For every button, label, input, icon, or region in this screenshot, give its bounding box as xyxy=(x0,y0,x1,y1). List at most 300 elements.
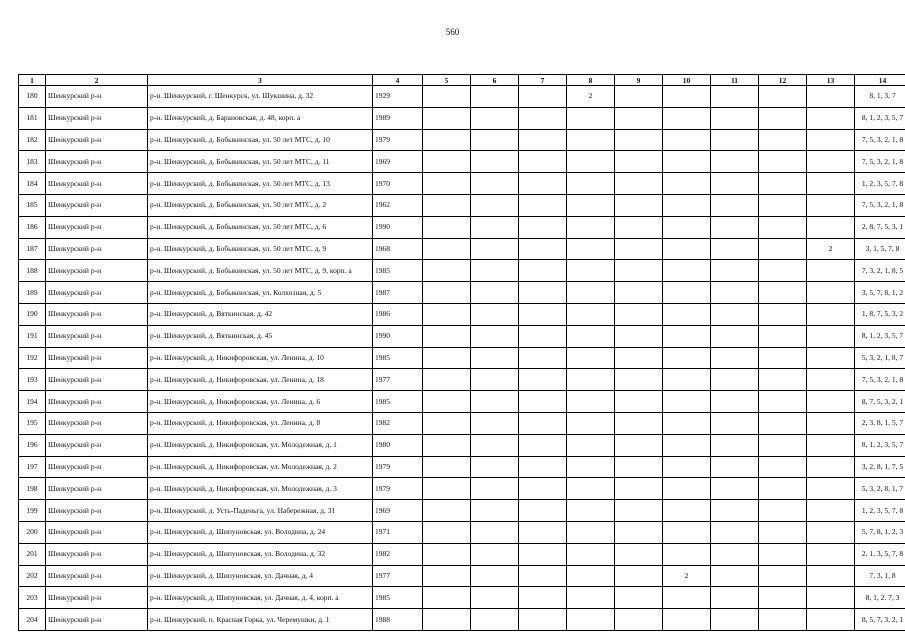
col11-cell xyxy=(711,434,759,456)
col10-cell xyxy=(663,456,711,478)
table-row xyxy=(19,478,905,500)
district-cell: Шенкурский р-н xyxy=(46,434,148,456)
year-cell: 1929 xyxy=(373,86,423,108)
col10-cell xyxy=(663,129,711,151)
col9-cell xyxy=(615,238,663,260)
row-number-cell: 193 xyxy=(19,369,46,391)
col9-cell xyxy=(615,543,663,565)
table-row xyxy=(19,151,905,173)
col14-cell: 8, 1, 2. 7, 3 xyxy=(855,587,905,609)
col13-cell xyxy=(807,282,855,304)
col11-cell xyxy=(711,369,759,391)
row-number-cell: 188 xyxy=(19,260,46,282)
col10-cell xyxy=(663,194,711,216)
district-cell: Шенкурский р-н xyxy=(46,173,148,195)
col5-cell xyxy=(423,456,471,478)
col11-cell xyxy=(711,609,759,631)
col11-cell xyxy=(711,391,759,413)
row-number-cell: 199 xyxy=(19,500,46,522)
col5-cell xyxy=(423,303,471,325)
col9-cell xyxy=(615,282,663,304)
col11-cell xyxy=(711,173,759,195)
col14-cell: 3, 2, 8, 1, 7, 5 xyxy=(855,456,905,478)
address-cell: р-н. Шенкурский, д. Бобыкинская, ул. 50 лет МТС, д. 9 xyxy=(148,238,373,260)
col5-cell xyxy=(423,478,471,500)
col6-cell xyxy=(471,173,519,195)
col11-cell xyxy=(711,107,759,129)
col9-cell xyxy=(615,325,663,347)
row-number-cell: 192 xyxy=(19,347,46,369)
district-cell: Шенкурский р-н xyxy=(46,216,148,238)
col7-cell xyxy=(519,587,567,609)
row-number-cell: 200 xyxy=(19,521,46,543)
col12-cell xyxy=(759,303,807,325)
col6-cell xyxy=(471,521,519,543)
col6-cell xyxy=(471,260,519,282)
col5-cell xyxy=(423,347,471,369)
col11-cell xyxy=(711,521,759,543)
table-row xyxy=(19,609,905,631)
address-cell: р-н. Шенкурский, д. Бобыкинская, ул. 50 лет МТС, д. 11 xyxy=(148,151,373,173)
address-cell: р-н. Шенкурский, д. Барановская, д. 48, корп. а xyxy=(148,107,373,129)
col12-cell xyxy=(759,456,807,478)
col8-cell xyxy=(567,565,615,587)
col13-cell xyxy=(807,391,855,413)
col14-cell: 7, 5, 3, 2, 1, 8 xyxy=(855,369,905,391)
year-cell: 1985 xyxy=(373,260,423,282)
year-cell: 1979 xyxy=(373,456,423,478)
column-header-5: 5 xyxy=(423,75,471,86)
year-cell: 1990 xyxy=(373,325,423,347)
col11-cell xyxy=(711,565,759,587)
col6-cell xyxy=(471,609,519,631)
address-cell: р-н. Шенкурский, д. Бобыкинская, ул. 50 лет МТС, д. 13 xyxy=(148,173,373,195)
table-header xyxy=(19,75,905,86)
district-cell: Шенкурский р-н xyxy=(46,456,148,478)
col11-cell xyxy=(711,456,759,478)
col12-cell xyxy=(759,587,807,609)
col5-cell xyxy=(423,369,471,391)
row-number-cell: 183 xyxy=(19,151,46,173)
col14-cell: 8, 1, 2, 3, 5, 7 xyxy=(855,107,905,129)
col10-cell xyxy=(663,587,711,609)
col9-cell xyxy=(615,173,663,195)
col12-cell xyxy=(759,543,807,565)
col5-cell xyxy=(423,587,471,609)
col10-cell xyxy=(663,216,711,238)
col8-cell xyxy=(567,587,615,609)
col12-cell xyxy=(759,500,807,522)
row-number-cell: 201 xyxy=(19,543,46,565)
col5-cell xyxy=(423,173,471,195)
col14-cell: 2, 8, 7, 5, 3, 1 xyxy=(855,216,905,238)
col5-cell xyxy=(423,565,471,587)
col7-cell xyxy=(519,325,567,347)
district-cell: Шенкурский р-н xyxy=(46,412,148,434)
table-row xyxy=(19,303,905,325)
col7-cell xyxy=(519,456,567,478)
table-row xyxy=(19,282,905,304)
district-cell: Шенкурский р-н xyxy=(46,194,148,216)
col14-cell: 2, 3, 8, 1, 5, 7 xyxy=(855,412,905,434)
year-cell: 1970 xyxy=(373,173,423,195)
col14-cell: 8, 1, 3, 7 xyxy=(855,86,905,108)
col8-cell xyxy=(567,412,615,434)
col11-cell xyxy=(711,543,759,565)
col13-cell xyxy=(807,456,855,478)
col11-cell xyxy=(711,325,759,347)
district-cell: Шенкурский р-н xyxy=(46,609,148,631)
year-cell: 1980 xyxy=(373,434,423,456)
year-cell: 1977 xyxy=(373,565,423,587)
col9-cell xyxy=(615,456,663,478)
col8-cell xyxy=(567,347,615,369)
table-row xyxy=(19,173,905,195)
col7-cell xyxy=(519,173,567,195)
year-cell: 1985 xyxy=(373,587,423,609)
table-body xyxy=(19,86,905,631)
col5-cell xyxy=(423,151,471,173)
column-header-4: 4 xyxy=(373,75,423,86)
col5-cell xyxy=(423,216,471,238)
col10-cell xyxy=(663,609,711,631)
col5-cell xyxy=(423,129,471,151)
col10-cell xyxy=(663,369,711,391)
col5-cell xyxy=(423,260,471,282)
col13-cell xyxy=(807,129,855,151)
year-cell: 1990 xyxy=(373,216,423,238)
col9-cell xyxy=(615,500,663,522)
table-row xyxy=(19,500,905,522)
address-cell: р-н. Шенкурский, д. Никифоровская, ул. Ленина, д. 8 xyxy=(148,412,373,434)
address-cell: р-н. Шенкурский, д. Никифоровская, ул. Молодежная, д. 1 xyxy=(148,434,373,456)
column-header-2: 2 xyxy=(46,75,148,86)
col11-cell xyxy=(711,86,759,108)
table-row xyxy=(19,521,905,543)
col6-cell xyxy=(471,500,519,522)
column-header-11: 11 xyxy=(711,75,759,86)
col5-cell xyxy=(423,391,471,413)
col14-cell: 7, 5, 3, 2, 1, 8 xyxy=(855,194,905,216)
col14-cell: 8, 1, 2, 3, 5, 7 xyxy=(855,434,905,456)
col12-cell xyxy=(759,107,807,129)
col14-cell: 8, 7, 5, 3, 2, 1 xyxy=(855,391,905,413)
col8-cell xyxy=(567,478,615,500)
col12-cell xyxy=(759,347,807,369)
col10-cell xyxy=(663,521,711,543)
year-cell: 1982 xyxy=(373,412,423,434)
col9-cell xyxy=(615,369,663,391)
col8-cell xyxy=(567,282,615,304)
col10-cell xyxy=(663,151,711,173)
col7-cell xyxy=(519,347,567,369)
col11-cell xyxy=(711,282,759,304)
district-cell: Шенкурский р-н xyxy=(46,325,148,347)
col6-cell xyxy=(471,86,519,108)
col14-cell: 7, 5, 3, 2, 1, 8 xyxy=(855,151,905,173)
col10-cell xyxy=(663,434,711,456)
col6-cell xyxy=(471,391,519,413)
col8-cell xyxy=(567,456,615,478)
col9-cell xyxy=(615,216,663,238)
col7-cell xyxy=(519,565,567,587)
col9-cell xyxy=(615,194,663,216)
col14-cell: 7, 3, 2, 1, 8, 5 xyxy=(855,260,905,282)
col13-cell xyxy=(807,260,855,282)
col12-cell xyxy=(759,412,807,434)
col14-cell: 3, 1, 5, 7, 8 xyxy=(855,238,905,260)
col13-cell xyxy=(807,86,855,108)
row-number-cell: 180 xyxy=(19,86,46,108)
address-cell: р-н. Шенкурский, д. Усть-Паденьга, ул. Набережная, д. 31 xyxy=(148,500,373,522)
table-row xyxy=(19,194,905,216)
col8-cell xyxy=(567,238,615,260)
col10-cell xyxy=(663,238,711,260)
row-number-cell: 191 xyxy=(19,325,46,347)
district-cell: Шенкурский р-н xyxy=(46,86,148,108)
col9-cell xyxy=(615,107,663,129)
col14-cell: 3, 5, 7, 8, 1, 2 xyxy=(855,282,905,304)
address-cell: р-н. Шенкурский, д. Никифоровская, ул. Ленина, д. 10 xyxy=(148,347,373,369)
year-cell: 1969 xyxy=(373,151,423,173)
col6-cell xyxy=(471,325,519,347)
column-header-9: 9 xyxy=(615,75,663,86)
year-cell: 1969 xyxy=(373,500,423,522)
col9-cell xyxy=(615,151,663,173)
col10-cell xyxy=(663,325,711,347)
col8-cell xyxy=(567,303,615,325)
col10-cell xyxy=(663,500,711,522)
col8-cell xyxy=(567,521,615,543)
year-cell: 1968 xyxy=(373,238,423,260)
district-cell: Шенкурский р-н xyxy=(46,521,148,543)
district-cell: Шенкурский р-н xyxy=(46,369,148,391)
col6-cell xyxy=(471,434,519,456)
col7-cell xyxy=(519,412,567,434)
col8-cell xyxy=(567,369,615,391)
col6-cell xyxy=(471,587,519,609)
row-number-cell: 197 xyxy=(19,456,46,478)
col11-cell xyxy=(711,478,759,500)
row-number-cell: 186 xyxy=(19,216,46,238)
col7-cell xyxy=(519,500,567,522)
address-cell: р-н. Шенкурский, д. Вяткинская, д. 42 xyxy=(148,303,373,325)
col14-cell: 5, 7, 8, 1, 2, 3 xyxy=(855,521,905,543)
district-cell: Шенкурский р-н xyxy=(46,347,148,369)
col10-cell xyxy=(663,260,711,282)
col12-cell xyxy=(759,238,807,260)
col13-cell xyxy=(807,151,855,173)
table-row xyxy=(19,260,905,282)
table-row xyxy=(19,369,905,391)
year-cell: 1962 xyxy=(373,194,423,216)
col5-cell xyxy=(423,543,471,565)
col10-cell xyxy=(663,543,711,565)
col14-cell: 8, 1, 2, 3, 5, 7 xyxy=(855,325,905,347)
col6-cell xyxy=(471,151,519,173)
row-number-cell: 181 xyxy=(19,107,46,129)
col12-cell xyxy=(759,151,807,173)
col10-cell xyxy=(663,391,711,413)
address-cell: р-н. Шенкурский, д. Бобыкинская, ул. Колхозная, д. 5 xyxy=(148,282,373,304)
col11-cell xyxy=(711,216,759,238)
col5-cell xyxy=(423,521,471,543)
col14-cell: 7, 5, 3, 2, 1, 8 xyxy=(855,129,905,151)
table-row xyxy=(19,86,905,108)
table-row xyxy=(19,391,905,413)
address-cell: р-н. Шенкурский, г. Шенкурск, ул. Шукшина, д. 32 xyxy=(148,86,373,108)
col13-cell xyxy=(807,500,855,522)
col10-cell xyxy=(663,478,711,500)
table-row xyxy=(19,587,905,609)
col7-cell xyxy=(519,434,567,456)
table-row xyxy=(19,543,905,565)
col6-cell xyxy=(471,478,519,500)
year-cell: 1985 xyxy=(373,391,423,413)
district-cell: Шенкурский р-н xyxy=(46,303,148,325)
row-number-cell: 198 xyxy=(19,478,46,500)
col7-cell xyxy=(519,216,567,238)
col6-cell xyxy=(471,107,519,129)
year-cell: 1971 xyxy=(373,521,423,543)
col12-cell xyxy=(759,260,807,282)
col8-cell xyxy=(567,391,615,413)
col8-cell xyxy=(567,216,615,238)
col12-cell xyxy=(759,609,807,631)
col9-cell xyxy=(615,260,663,282)
col13-cell xyxy=(807,107,855,129)
col5-cell xyxy=(423,325,471,347)
col13-cell xyxy=(807,369,855,391)
col8-cell xyxy=(567,609,615,631)
col11-cell xyxy=(711,347,759,369)
col9-cell xyxy=(615,587,663,609)
col13-cell: 2 xyxy=(807,238,855,260)
table-row xyxy=(19,238,905,260)
district-cell: Шенкурский р-н xyxy=(46,238,148,260)
col14-cell: 5, 3, 2, 8, 1, 7 xyxy=(855,478,905,500)
col6-cell xyxy=(471,194,519,216)
row-number-cell: 190 xyxy=(19,303,46,325)
col6-cell xyxy=(471,456,519,478)
column-header-13: 13 xyxy=(807,75,855,86)
col12-cell xyxy=(759,369,807,391)
row-number-cell: 185 xyxy=(19,194,46,216)
col6-cell xyxy=(471,216,519,238)
col11-cell xyxy=(711,238,759,260)
address-cell: р-н. Шенкурский, д. Никифоровская, ул. Ленина, д. 6 xyxy=(148,391,373,413)
col12-cell xyxy=(759,194,807,216)
year-cell: 1979 xyxy=(373,129,423,151)
col6-cell xyxy=(471,565,519,587)
col7-cell xyxy=(519,391,567,413)
district-cell: Шенкурский р-н xyxy=(46,565,148,587)
year-cell: 1985 xyxy=(373,347,423,369)
col6-cell xyxy=(471,282,519,304)
address-cell: р-н. Шенкурский, д. Никифоровская, ул. Молодежная, д. 3 xyxy=(148,478,373,500)
col8-cell xyxy=(567,194,615,216)
col12-cell xyxy=(759,391,807,413)
col9-cell xyxy=(615,129,663,151)
col5-cell xyxy=(423,609,471,631)
header-row xyxy=(19,75,905,86)
table-row xyxy=(19,434,905,456)
table-row xyxy=(19,325,905,347)
registry-table xyxy=(18,74,905,631)
col13-cell xyxy=(807,173,855,195)
district-cell: Шенкурский р-н xyxy=(46,107,148,129)
col12-cell xyxy=(759,216,807,238)
col6-cell xyxy=(471,238,519,260)
district-cell: Шенкурский р-н xyxy=(46,500,148,522)
col7-cell xyxy=(519,369,567,391)
address-cell: р-н. Шенкурский, д. Вяткинская, д. 45 xyxy=(148,325,373,347)
table-row xyxy=(19,216,905,238)
address-cell: р-н. Шенкурский, д. Бобыкинская, ул. 50 лет МТС, д. 10 xyxy=(148,129,373,151)
col5-cell xyxy=(423,238,471,260)
col12-cell xyxy=(759,565,807,587)
row-number-cell: 203 xyxy=(19,587,46,609)
year-cell: 1979 xyxy=(373,478,423,500)
col9-cell xyxy=(615,303,663,325)
col12-cell xyxy=(759,434,807,456)
year-cell: 1988 xyxy=(373,609,423,631)
table-row xyxy=(19,107,905,129)
district-cell: Шенкурский р-н xyxy=(46,543,148,565)
col7-cell xyxy=(519,521,567,543)
col7-cell xyxy=(519,151,567,173)
col5-cell xyxy=(423,107,471,129)
col13-cell xyxy=(807,434,855,456)
col7-cell xyxy=(519,478,567,500)
col13-cell xyxy=(807,303,855,325)
col9-cell xyxy=(615,347,663,369)
col8-cell xyxy=(567,107,615,129)
col9-cell xyxy=(615,391,663,413)
col5-cell xyxy=(423,500,471,522)
row-number-cell: 204 xyxy=(19,609,46,631)
col6-cell xyxy=(471,543,519,565)
column-header-8: 8 xyxy=(567,75,615,86)
col11-cell xyxy=(711,260,759,282)
year-cell: 1977 xyxy=(373,369,423,391)
col8-cell: 2 xyxy=(567,86,615,108)
col5-cell xyxy=(423,434,471,456)
col6-cell xyxy=(471,129,519,151)
row-number-cell: 195 xyxy=(19,412,46,434)
address-cell: р-н. Шенкурский, д. Шипуновская, ул. Володина, д. 24 xyxy=(148,521,373,543)
column-header-1: 1 xyxy=(19,75,46,86)
col11-cell xyxy=(711,500,759,522)
col6-cell xyxy=(471,347,519,369)
district-cell: Шенкурский р-н xyxy=(46,151,148,173)
district-cell: Шенкурский р-н xyxy=(46,129,148,151)
col13-cell xyxy=(807,347,855,369)
row-number-cell: 184 xyxy=(19,173,46,195)
table-row xyxy=(19,129,905,151)
col13-cell xyxy=(807,565,855,587)
col13-cell xyxy=(807,543,855,565)
col7-cell xyxy=(519,543,567,565)
col10-cell xyxy=(663,173,711,195)
col10-cell xyxy=(663,303,711,325)
address-cell: р-н. Шенкурский, д. Шипуновская, ул. Дачная, д. 4 xyxy=(148,565,373,587)
col12-cell xyxy=(759,325,807,347)
col13-cell xyxy=(807,521,855,543)
col10-cell xyxy=(663,412,711,434)
col7-cell xyxy=(519,194,567,216)
year-cell: 1982 xyxy=(373,543,423,565)
